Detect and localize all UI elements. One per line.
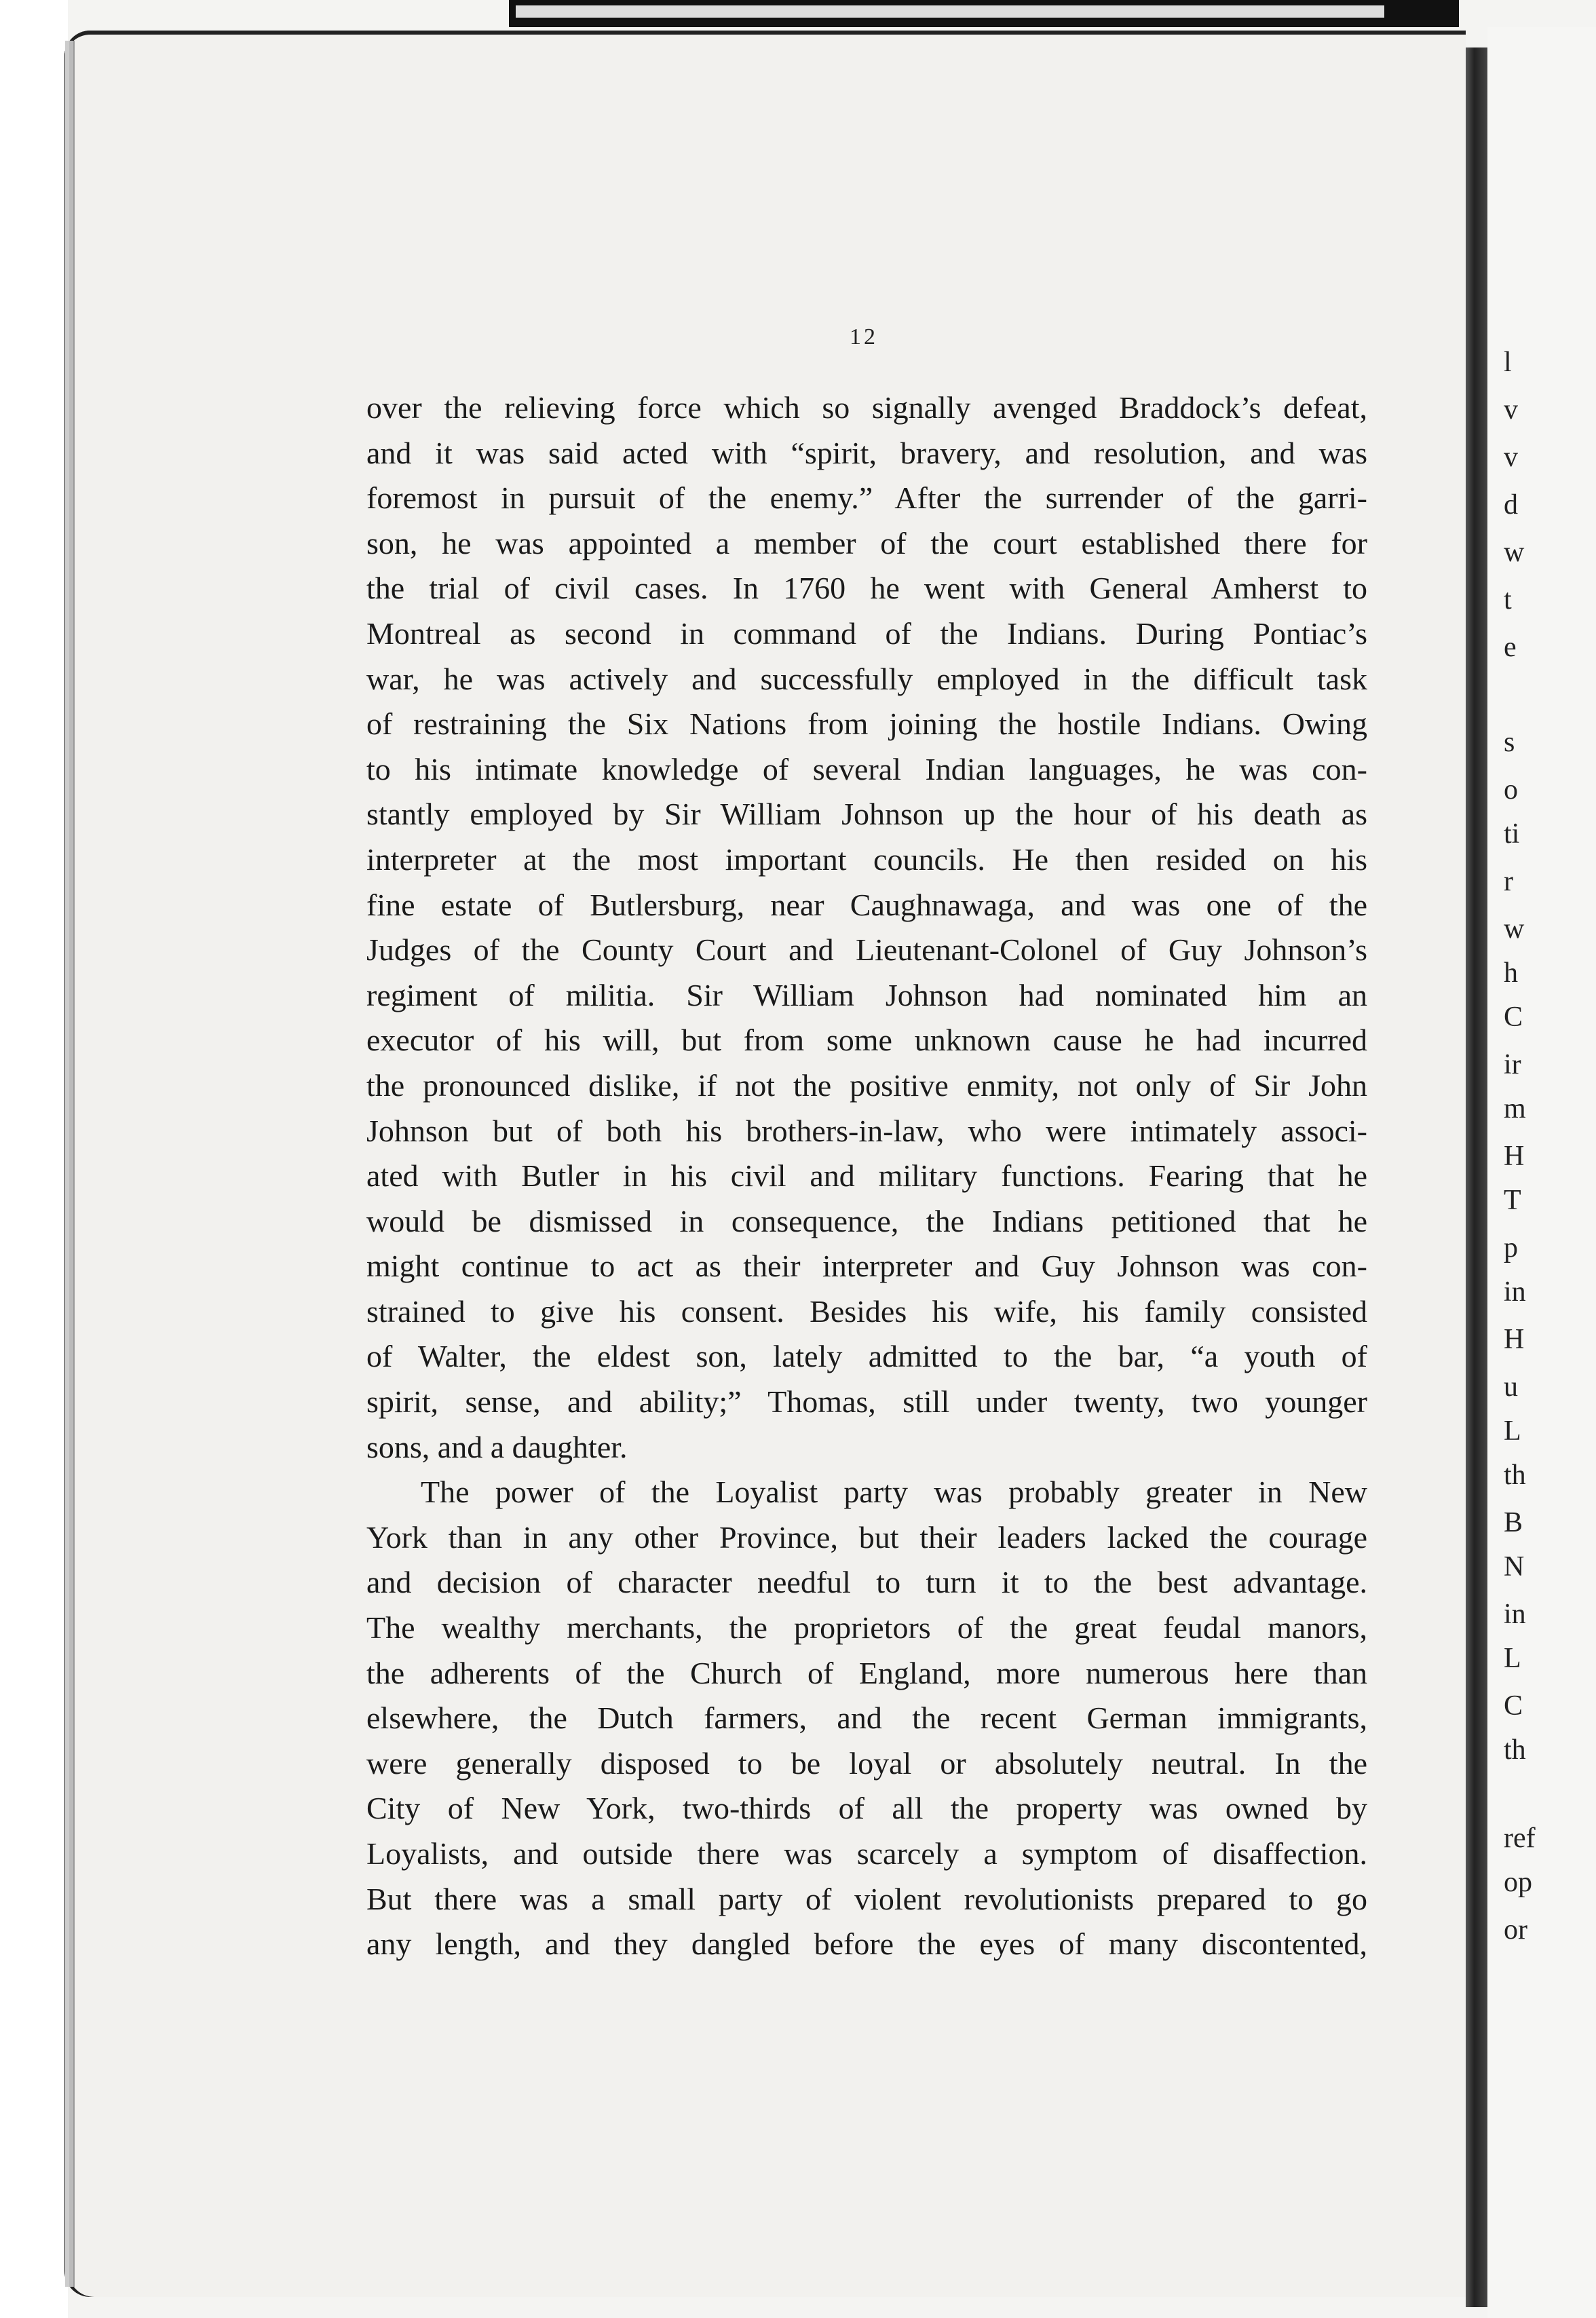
facing-page-fragment: C bbox=[1504, 1002, 1523, 1033]
text-line: sons, and a daughter. bbox=[366, 1429, 628, 1464]
text-line: Loyalists, and outside there was scarcely a symptom of disaffection. bbox=[366, 1836, 1367, 1871]
facing-page-fragment: T bbox=[1504, 1185, 1521, 1216]
facing-page-fragment: v bbox=[1504, 394, 1518, 425]
text-line: and decision of character needful to turn it to the best advantage. bbox=[366, 1565, 1367, 1600]
text-line: interpreter at the most important councils. He then resided on his bbox=[366, 841, 1367, 877]
text-line: might continue to act as their interpreter and Guy Johnson was con- bbox=[366, 1249, 1367, 1284]
facing-page-fragment: d bbox=[1504, 489, 1518, 520]
text-line: of restraining the Six Nations from joining the hostile Indians. Owing bbox=[366, 706, 1367, 742]
text-line: The wealthy merchants, the proprietors of the great feudal manors, bbox=[366, 1610, 1367, 1646]
book-gutter bbox=[1466, 48, 1487, 2307]
text-line: spirit, sense, and ability;” Thomas, still under twenty, two younger bbox=[366, 1384, 1367, 1420]
text-line: and it was said acted with “spirit, bravery, and resolution, and was bbox=[366, 435, 1367, 470]
text-line: York than in any other Province, but their leaders lacked the courage bbox=[366, 1519, 1367, 1555]
text-line: Montreal as second in command of the Indians. During Pontiac’s bbox=[366, 615, 1367, 651]
facing-page-fragment: L bbox=[1504, 1643, 1521, 1674]
text-line: stantly employed by Sir William Johnson up the hour of his death as bbox=[366, 797, 1367, 832]
text-line: over the relieving force which so signally avenged Braddock’s defeat, bbox=[366, 390, 1367, 425]
text-line: the adherents of the Church of England, more numerous here than bbox=[366, 1655, 1367, 1690]
facing-page-fragment: h bbox=[1504, 957, 1518, 989]
text-line: foremost in pursuit of the enemy.” After the surrender of the garri- bbox=[366, 480, 1367, 516]
text-line: executor of his will, but from some unknown cause he had incurred bbox=[366, 1023, 1367, 1058]
facing-page-fragment: or bbox=[1504, 1914, 1527, 1945]
body-text bbox=[366, 385, 1367, 1967]
facing-page-fragment: th bbox=[1504, 1460, 1526, 1491]
facing-page-fragment: r bbox=[1504, 866, 1513, 897]
facing-page-fragment: ref bbox=[1504, 1823, 1536, 1854]
facing-page-fragment: e bbox=[1504, 632, 1517, 663]
text-line: Johnson but of both his brothers-in-law, who were intimately associ- bbox=[366, 1113, 1367, 1148]
facing-page-fragment: o bbox=[1504, 774, 1518, 805]
facing-page-fragment: H bbox=[1504, 1141, 1525, 1172]
text-line: regiment of militia. Sir William Johnson had nominated him an bbox=[366, 977, 1367, 1012]
text-line: Judges of the County Court and Lieutenant-Colonel of Guy Johnson’s bbox=[366, 932, 1367, 968]
scan-background bbox=[0, 0, 68, 2318]
facing-page-sliver bbox=[1487, 27, 1596, 2318]
text-line: elsewhere, the Dutch farmers, and the recent German immigrants, bbox=[366, 1700, 1367, 1736]
text-line: any length, and they dangled before the eyes of many discontented, bbox=[366, 1926, 1367, 1962]
facing-page-fragment: u bbox=[1504, 1371, 1518, 1403]
facing-page-fragment: N bbox=[1504, 1551, 1525, 1582]
text-line: war, he was actively and successfully employed in the difficult task bbox=[366, 661, 1367, 696]
text-line: the trial of civil cases. In 1760 he went with General Amherst to bbox=[366, 571, 1367, 606]
page-stack-edges bbox=[73, 41, 115, 2287]
facing-page-fragment: p bbox=[1504, 1232, 1518, 1264]
page-number: 12 bbox=[850, 324, 878, 349]
text-line: were generally disposed to be loyal or absolutely neutral. In the bbox=[366, 1745, 1367, 1781]
text-line: The power of the Loyalist party was probably greater in New bbox=[421, 1475, 1367, 1510]
facing-page-fragment: C bbox=[1504, 1690, 1523, 1722]
facing-page-fragment: in bbox=[1504, 1599, 1526, 1630]
facing-page-fragment: v bbox=[1504, 442, 1518, 473]
facing-page-fragment: s bbox=[1504, 727, 1515, 758]
facing-page-fragment: t bbox=[1504, 584, 1512, 615]
text-line: strained to give his consent. Besides his wife, his family consisted bbox=[366, 1293, 1367, 1329]
facing-page-fragment: in bbox=[1504, 1276, 1526, 1308]
facing-page-fragment: ti bbox=[1504, 818, 1520, 850]
text-line: fine estate of Butlersburg, near Caughnawaga, and was one of the bbox=[366, 887, 1367, 922]
text-line: But there was a small party of violent revolutionists prepared to go bbox=[366, 1881, 1367, 1916]
text-line: the pronounced dislike, if not the positive enmity, not only of Sir John bbox=[366, 1067, 1367, 1103]
facing-page-fragment: w bbox=[1504, 913, 1525, 945]
facing-page-fragment: l bbox=[1504, 347, 1512, 378]
facing-page-fragment: op bbox=[1504, 1867, 1532, 1898]
text-line: of Walter, the eldest son, lately admitted to the bar, “a youth of bbox=[366, 1339, 1367, 1374]
text-line: ated with Butler in his civil and military functions. Fearing that he bbox=[366, 1158, 1367, 1194]
top-page-edge bbox=[516, 5, 1384, 18]
facing-page-fragment: m bbox=[1504, 1093, 1526, 1124]
facing-page-fragment: ir bbox=[1504, 1049, 1521, 1080]
facing-page-fragment: w bbox=[1504, 537, 1525, 568]
facing-page-fragment: H bbox=[1504, 1324, 1525, 1355]
facing-page-fragment: B bbox=[1504, 1507, 1523, 1538]
text-line: City of New York, two-thirds of all the property was owned by bbox=[366, 1791, 1367, 1826]
facing-page-fragment: th bbox=[1504, 1734, 1526, 1766]
text-line: son, he was appointed a member of the court established there for bbox=[366, 525, 1367, 560]
text-line: would be dismissed in consequence, the Indians petitioned that he bbox=[366, 1203, 1367, 1238]
facing-page-fragment: L bbox=[1504, 1416, 1521, 1447]
text-line: to his intimate knowledge of several Indian languages, he was con- bbox=[366, 751, 1367, 786]
